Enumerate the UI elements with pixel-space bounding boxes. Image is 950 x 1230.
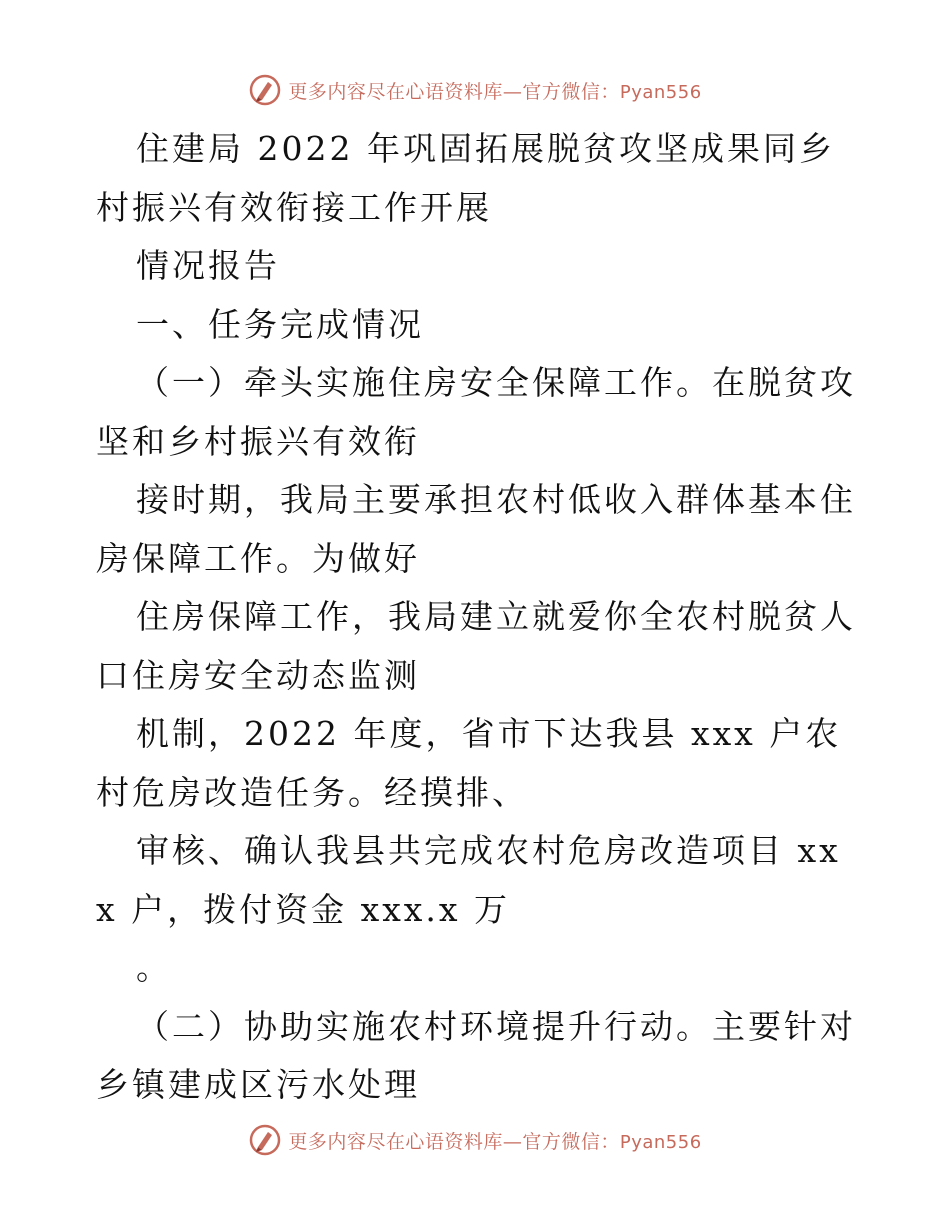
document-body: [96, 120, 856, 1115]
document-paragraph: 情况报告: [136, 246, 280, 285]
document-paragraph: 机制，2022 年度，省市下达我县 xxx 户农村危房改造任务。经摸排、: [96, 714, 842, 812]
footer-watermark-banner: [0, 1120, 950, 1160]
document-paragraph: （一）牵头实施住房安全保障工作。在脱贫攻坚和乡村振兴有效衔: [96, 363, 856, 461]
document-paragraph: 。: [136, 948, 172, 987]
document-paragraph: （二）协助实施农村环境提升行动。主要针对乡镇建成区污水处理: [96, 1006, 856, 1104]
pen-logo-icon: [248, 73, 282, 107]
footer-watermark-text: 更多内容尽在心语资料库—官方微信：Pyan556: [288, 1130, 702, 1153]
document-paragraph: 接时期，我局主要承担农村低收入群体基本住房保障工作。为做好: [96, 480, 856, 578]
header-watermark-text: 更多内容尽在心语资料库—官方微信：Pyan556: [288, 80, 702, 103]
document-paragraph: 住房保障工作，我局建立就爱你全农村脱贫人口住房安全动态监测: [96, 597, 856, 695]
document-paragraph: 住建局 2022 年巩固拓展脱贫攻坚成果同乡村振兴有效衔接工作开展: [96, 129, 835, 227]
header-watermark-banner: [0, 70, 950, 110]
pen-logo-icon: [248, 1123, 282, 1157]
document-paragraph: 一、任务完成情况: [136, 304, 424, 344]
document-paragraph: 审核、确认我县共完成农村危房改造项目 xxx 户，拨付资金 xxx.x 万: [96, 831, 841, 929]
